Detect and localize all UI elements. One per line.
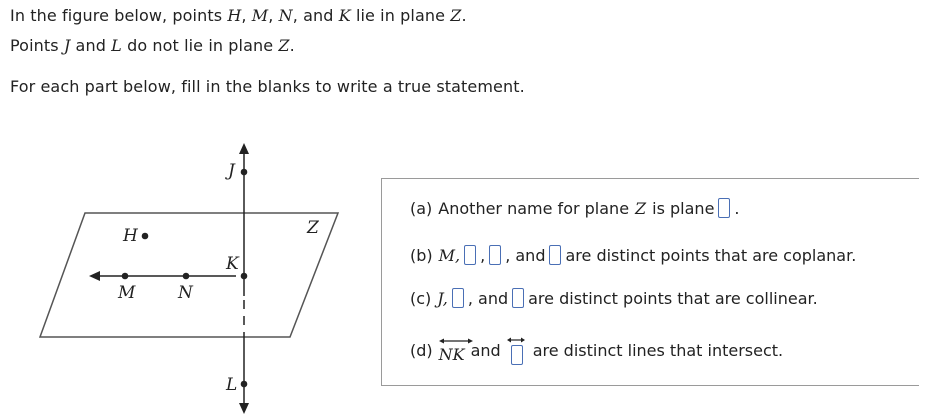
double-arrow-icon — [439, 337, 473, 345]
geometry-figure — [0, 0, 380, 416]
part-d-and: and — [470, 340, 501, 360]
answer-line-d[interactable] — [507, 336, 527, 365]
double-arrow-icon — [507, 336, 525, 344]
part-c-sep1: , and — [467, 288, 509, 308]
part-b-var: M, — [438, 245, 461, 265]
label-l: L — [226, 375, 238, 395]
intro-line-3: For each part below, fill in the blanks to write a true statement. — [10, 77, 525, 96]
point-j — [241, 169, 248, 176]
point-m — [122, 273, 129, 280]
part-c-label: (c) — [410, 288, 432, 308]
label-h: H — [123, 226, 138, 246]
point-l — [241, 381, 248, 388]
answer-blank-c2[interactable] — [512, 288, 524, 308]
part-a-label: (a) — [410, 198, 433, 218]
point-h — [142, 233, 149, 240]
part-d-label: (d) — [410, 340, 433, 360]
answer-blank-a[interactable] — [718, 198, 730, 218]
answer-blank-b2[interactable] — [489, 245, 501, 265]
point-k — [241, 273, 248, 280]
intro-line-1: In the figure below, points H, M, N, and K lie in plane Z. — [10, 6, 467, 25]
part-c-var: J, — [437, 288, 448, 308]
part-a-var: Z — [635, 198, 647, 218]
part-b-sep2: , and — [505, 245, 546, 265]
arrow-up-icon — [239, 143, 249, 154]
line-nk-name: NK — [439, 337, 465, 364]
part-b — [410, 245, 856, 265]
arrow-left-icon — [89, 271, 100, 281]
part-a-end: . — [734, 198, 740, 218]
intro-line-2: Points J and L do not lie in plane Z. — [10, 36, 295, 55]
part-b-text: are distinct points that are coplanar. — [565, 245, 857, 265]
answer-blank-b1[interactable] — [464, 245, 476, 265]
part-c-text: are distinct points that are collinear. — [528, 288, 818, 308]
label-j: J — [228, 161, 235, 181]
answer-blank-b3[interactable] — [549, 245, 561, 265]
label-m: M — [118, 283, 136, 303]
part-a-text: Another name for plane — [438, 198, 630, 218]
part-b-label: (b) — [410, 245, 433, 265]
part-d — [410, 336, 783, 365]
part-a-text2: is plane — [652, 198, 715, 218]
point-n — [183, 273, 190, 280]
answer-blank-c1[interactable] — [452, 288, 464, 308]
part-c — [410, 288, 818, 308]
label-z: Z — [307, 218, 319, 238]
part-d-text: are distinct lines that intersect. — [532, 340, 784, 360]
answer-blank-d[interactable] — [511, 345, 523, 365]
label-k: K — [226, 254, 239, 274]
part-b-sep1: , — [480, 245, 486, 265]
arrow-down-icon — [239, 403, 249, 414]
part-a — [410, 198, 740, 218]
label-n: N — [178, 283, 193, 303]
